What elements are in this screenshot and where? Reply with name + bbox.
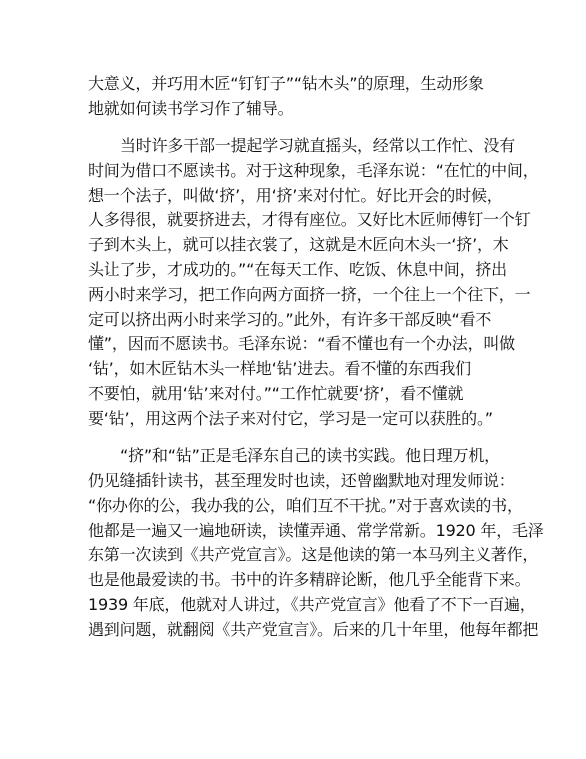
text-line: 也是他最爱读的书。书中的许多精辟论断，他几乎全能背下来。 [88, 570, 531, 590]
text-line: 当时许多干部一提起学习就直摇头，经常以工作忙、没有 [120, 136, 516, 156]
text-line: 时间为借口不愿读书。对于这种现象，毛泽东说：“在忙的中间， [88, 160, 539, 180]
body-text [88, 72, 544, 643]
text-line: 定可以挤出两小时来学习的。”此外，有许多干部反映“看不 [88, 309, 492, 329]
text-line: “你办你的公，我办我的公，咱们互不干扰。”对于喜欢读的书， [88, 495, 523, 515]
text-line: 大意义，并巧用木匠“钉钉子”“钻木头”的原理，生动形象 [88, 74, 484, 93]
text-line: 要‘钻’，用这两个法子来对付它，学习是一定可以获胜的。” [88, 408, 493, 428]
text-line: “挤”和“钻”正是毛泽东自己的读书实践。他日理万机， [120, 446, 500, 466]
text-line: 仍见缝插针读书，甚至理发时也读，还曾幽默地对理发师说： [88, 470, 515, 490]
text-line: 东第一次读到《共产党宣言》。这是他读的第一本马列主义著作， [88, 545, 539, 565]
text-line: 1939 年底，他就对人讲过，《共产党宣言》他看了不下一百遍， [88, 594, 536, 614]
paragraph-2 [88, 134, 539, 432]
text-line: ‘钻’，如木匠钻木头一样地‘钻’进去。看不懂的东西我们 [88, 359, 471, 379]
text-line: 懂”，因而不愿读书。毛泽东说：“看不懂也有一个办法，叫做 [88, 334, 515, 354]
text-line: 两小时来学习，把工作向两方面挤一挤，一个往上一个往下，一 [88, 284, 531, 304]
paragraph-1 [88, 72, 508, 122]
text-line: 地就如何读书学习作了辅导。 [88, 98, 294, 118]
text-line: 子到木头上，就可以挂衣裳了，这就是木匠向木头一‘挤’，木 [88, 235, 509, 255]
text-line: 遇到问题，就翻阅《共产党宣言》。后来的几十年里，他每年都把 [88, 619, 539, 639]
text-line: 不要怕，就用‘钻’来对付。”“工作忙就要‘挤’，看不懂就 [88, 384, 464, 404]
paragraph-3 [88, 444, 544, 642]
text-line: 他都是一遍又一遍地研读，读懂弄通、常学常新。1920 年，毛泽 [88, 520, 544, 540]
text-line: 头让了步，才成功的。”“在每天工作、吃饭、休息中间，挤出 [88, 260, 507, 280]
text-line: 想一个法子，叫做‘挤’，用‘挤’来对付忙。好比开会的时候， [88, 185, 503, 205]
text-line: 人多得很，就要挤进去，才得有座位。又好比木匠师傅钉一个钉 [88, 210, 531, 230]
